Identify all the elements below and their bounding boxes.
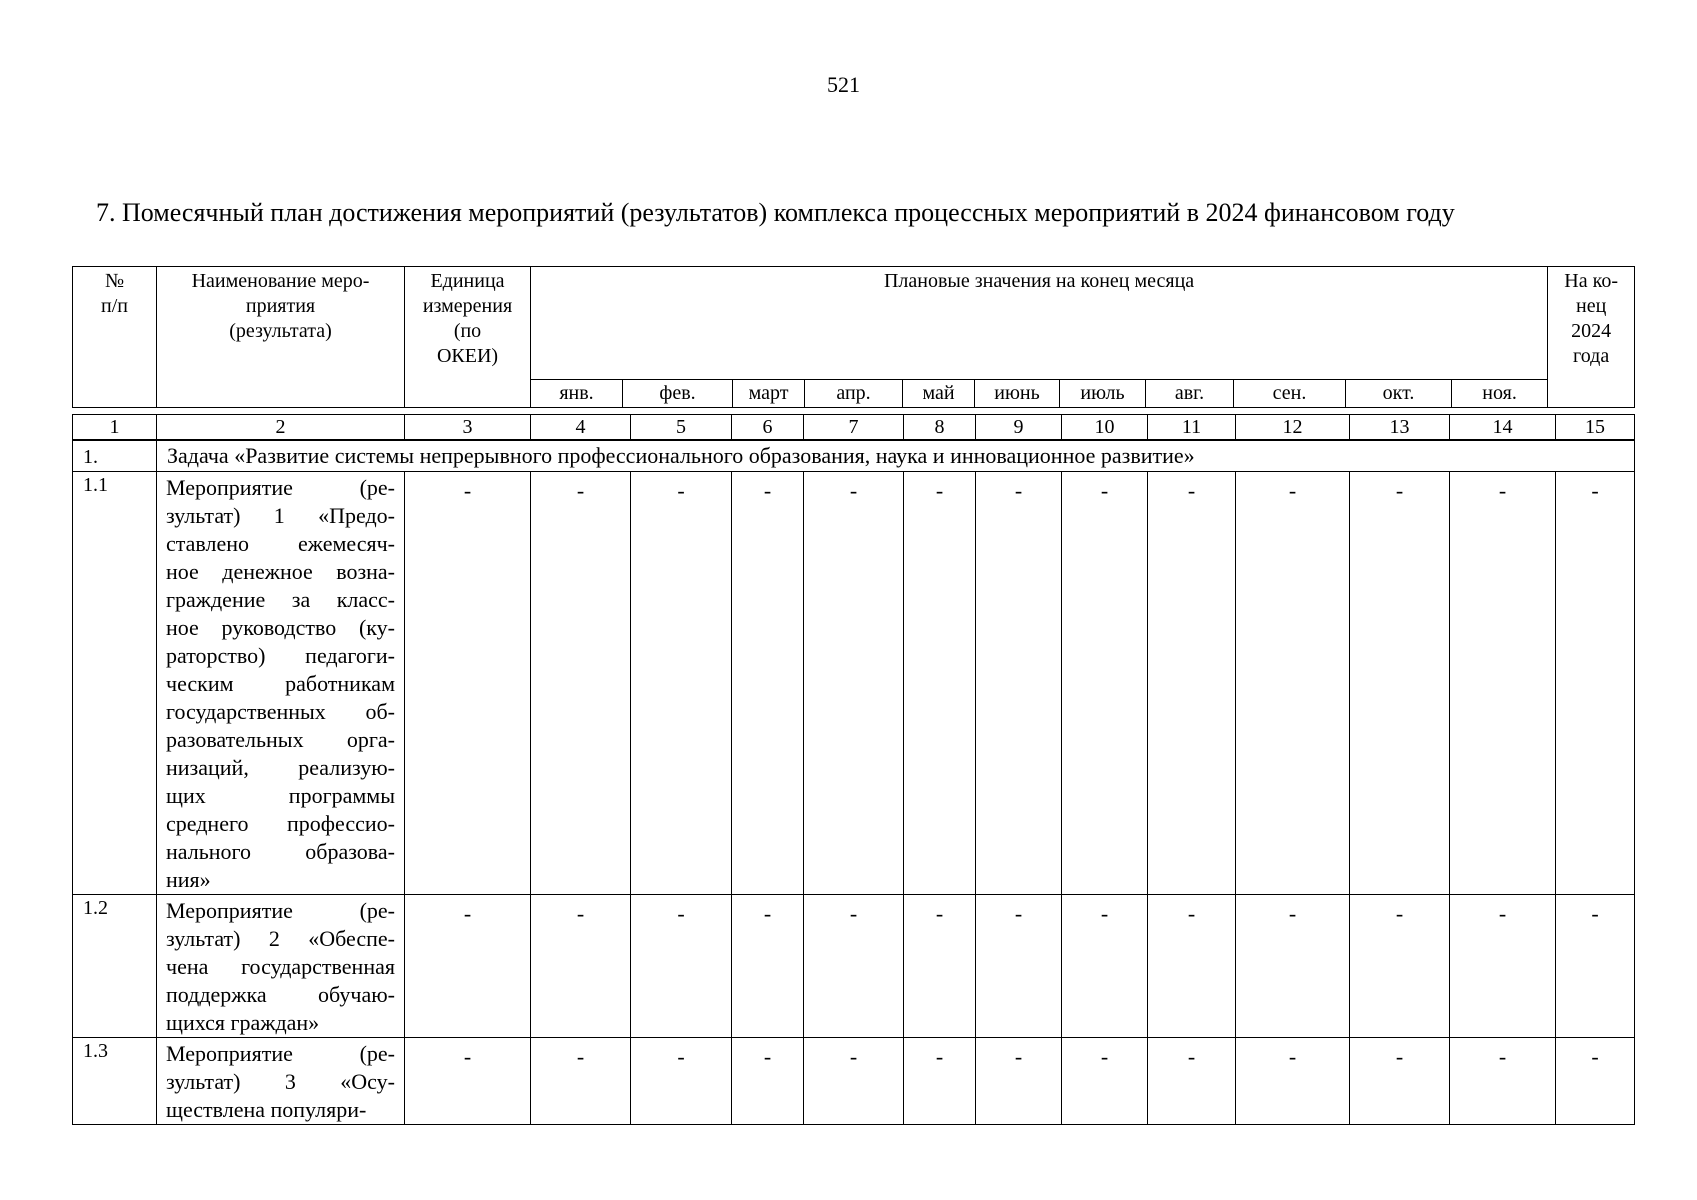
column-number: 3 xyxy=(405,415,531,440)
row-value: - xyxy=(804,472,904,895)
row-value: - xyxy=(1556,472,1635,895)
row-name-line: ное руководство (ку- xyxy=(166,615,395,640)
row-value: - xyxy=(405,1038,531,1125)
row-value: - xyxy=(405,472,531,895)
column-number: 6 xyxy=(732,415,804,440)
column-number: 8 xyxy=(904,415,976,440)
row-num: 1.2 xyxy=(73,895,157,1038)
plan-table xyxy=(72,440,1635,1125)
header-line: п/п xyxy=(101,295,128,317)
header-month: июнь xyxy=(975,380,1060,408)
header-line: ОКЕИ) xyxy=(436,345,499,367)
row-name-line: ния» xyxy=(166,867,211,892)
row-value: - xyxy=(1062,895,1148,1038)
row-value: - xyxy=(732,895,804,1038)
row-value: - xyxy=(904,895,976,1038)
column-number: 5 xyxy=(631,415,732,440)
header-month: фев. xyxy=(623,380,733,408)
row-value: - xyxy=(1350,1038,1450,1125)
row-value: - xyxy=(904,1038,976,1125)
row-value: - xyxy=(405,895,531,1038)
table-header xyxy=(72,266,1635,408)
row-value: - xyxy=(1148,895,1236,1038)
row-value: - xyxy=(1236,895,1350,1038)
header-month: авг. xyxy=(1146,380,1234,408)
row-value: - xyxy=(631,895,732,1038)
row-value: - xyxy=(732,1038,804,1125)
header-line: № xyxy=(104,270,125,292)
row-value: - xyxy=(631,1038,732,1125)
header-line: нец xyxy=(1575,295,1607,317)
header-month: май xyxy=(903,380,975,408)
row-value: - xyxy=(1556,895,1635,1038)
row-name-line: низаций, реализую- xyxy=(166,755,395,780)
column-number: 10 xyxy=(1062,415,1148,440)
header-line: приятия xyxy=(245,295,316,317)
row-name xyxy=(157,1038,405,1125)
row-value: - xyxy=(976,472,1062,895)
row-value: - xyxy=(1148,1038,1236,1125)
row-value: - xyxy=(1062,1038,1148,1125)
row-name-line: ное денежное возна- xyxy=(166,559,395,584)
table-row xyxy=(73,1038,1635,1125)
header-month: ноя. xyxy=(1452,380,1548,408)
row-name-line: ществлена популяри- xyxy=(166,1097,367,1122)
header-month: июль xyxy=(1060,380,1146,408)
row-value: - xyxy=(531,895,631,1038)
row-value: - xyxy=(1450,895,1556,1038)
row-num: 1.3 xyxy=(73,1038,157,1125)
row-value: - xyxy=(1450,1038,1556,1125)
document-title: 7. Помесячный план достижения мероприятий (результатов) комплекса процессных мероприятий в 2024 финансовом году xyxy=(96,198,1455,227)
column-number: 1 xyxy=(73,415,157,440)
task-text: Задача «Развитие системы непрерывного профессионального образования, наука и инновационное развитие» xyxy=(157,441,1635,472)
row-value: - xyxy=(1236,472,1350,895)
row-name-line: раторство) педагоги- xyxy=(166,643,395,668)
column-number: 14 xyxy=(1450,415,1556,440)
header-planned: Плановые значения на конец месяца xyxy=(531,267,1548,380)
row-value: - xyxy=(531,1038,631,1125)
header-month: сен. xyxy=(1234,380,1346,408)
row-value: - xyxy=(531,472,631,895)
row-name-line: граждение за класс- xyxy=(166,587,395,612)
row-value: - xyxy=(1148,472,1236,895)
page-number: 521 xyxy=(827,72,860,97)
row-name-line: поддержка обучаю- xyxy=(166,982,395,1007)
header-unit xyxy=(405,267,531,408)
header-month: апр. xyxy=(805,380,903,408)
row-value: - xyxy=(1062,472,1148,895)
header-line: (результата) xyxy=(229,320,332,342)
header-line: Единица xyxy=(430,270,505,292)
header-line: года xyxy=(1573,345,1610,367)
row-value: - xyxy=(1350,472,1450,895)
row-value: - xyxy=(976,1038,1062,1125)
row-value: - xyxy=(732,472,804,895)
column-numbers-row xyxy=(72,414,1635,440)
row-value: - xyxy=(1556,1038,1635,1125)
row-value: - xyxy=(1450,472,1556,895)
row-name-line: щих программы xyxy=(166,783,395,808)
row-name-line: ставлено ежемесяч- xyxy=(166,531,395,556)
header-num xyxy=(73,267,157,408)
row-name-line: нального образова- xyxy=(166,839,395,864)
row-value: - xyxy=(1350,895,1450,1038)
row-value: - xyxy=(804,1038,904,1125)
header-year-end xyxy=(1548,267,1635,408)
column-number: 12 xyxy=(1236,415,1350,440)
row-name-line: Мероприятие (ре- xyxy=(166,898,395,923)
column-number: 7 xyxy=(804,415,904,440)
row-num: 1.1 xyxy=(73,472,157,895)
row-name-line: зультат) 3 «Осу- xyxy=(166,1069,395,1094)
task-num: 1. xyxy=(73,441,157,472)
row-value: - xyxy=(804,895,904,1038)
header-name xyxy=(157,267,405,408)
header-line: На ко- xyxy=(1564,270,1618,292)
table-row xyxy=(73,895,1635,1038)
row-name xyxy=(157,895,405,1038)
header-month: янв. xyxy=(531,380,623,408)
row-name-line: зультат) 1 «Предо- xyxy=(166,503,395,528)
header-line: Наименование меро- xyxy=(191,270,370,292)
row-name-line: зультат) 2 «Обеспе- xyxy=(166,926,395,951)
row-name-line: Мероприятие (ре- xyxy=(166,1041,395,1066)
row-name-line: Мероприятие (ре- xyxy=(166,475,395,500)
row-value: - xyxy=(904,472,976,895)
row-name-line: среднего профессио- xyxy=(166,811,395,836)
task-row xyxy=(73,441,1635,472)
column-number: 4 xyxy=(531,415,631,440)
column-number: 9 xyxy=(976,415,1062,440)
row-name xyxy=(157,472,405,895)
row-name-line: государственных об- xyxy=(166,699,395,724)
header-line: измерения xyxy=(422,295,513,317)
header-line: (по xyxy=(453,320,482,342)
row-name-line: чена государственная xyxy=(166,954,395,979)
row-value: - xyxy=(1236,1038,1350,1125)
table-row xyxy=(73,472,1635,895)
row-name-line: щихся граждан» xyxy=(166,1010,320,1035)
column-number: 13 xyxy=(1350,415,1450,440)
column-number: 11 xyxy=(1148,415,1236,440)
column-number: 2 xyxy=(157,415,405,440)
row-name-line: разовательных орга- xyxy=(166,727,395,752)
row-name-line: ческим работникам xyxy=(166,671,395,696)
column-number: 15 xyxy=(1556,415,1635,440)
row-value: - xyxy=(631,472,732,895)
header-month: окт. xyxy=(1346,380,1452,408)
header-month: март xyxy=(733,380,805,408)
header-line: 2024 xyxy=(1571,320,1612,342)
row-value: - xyxy=(976,895,1062,1038)
